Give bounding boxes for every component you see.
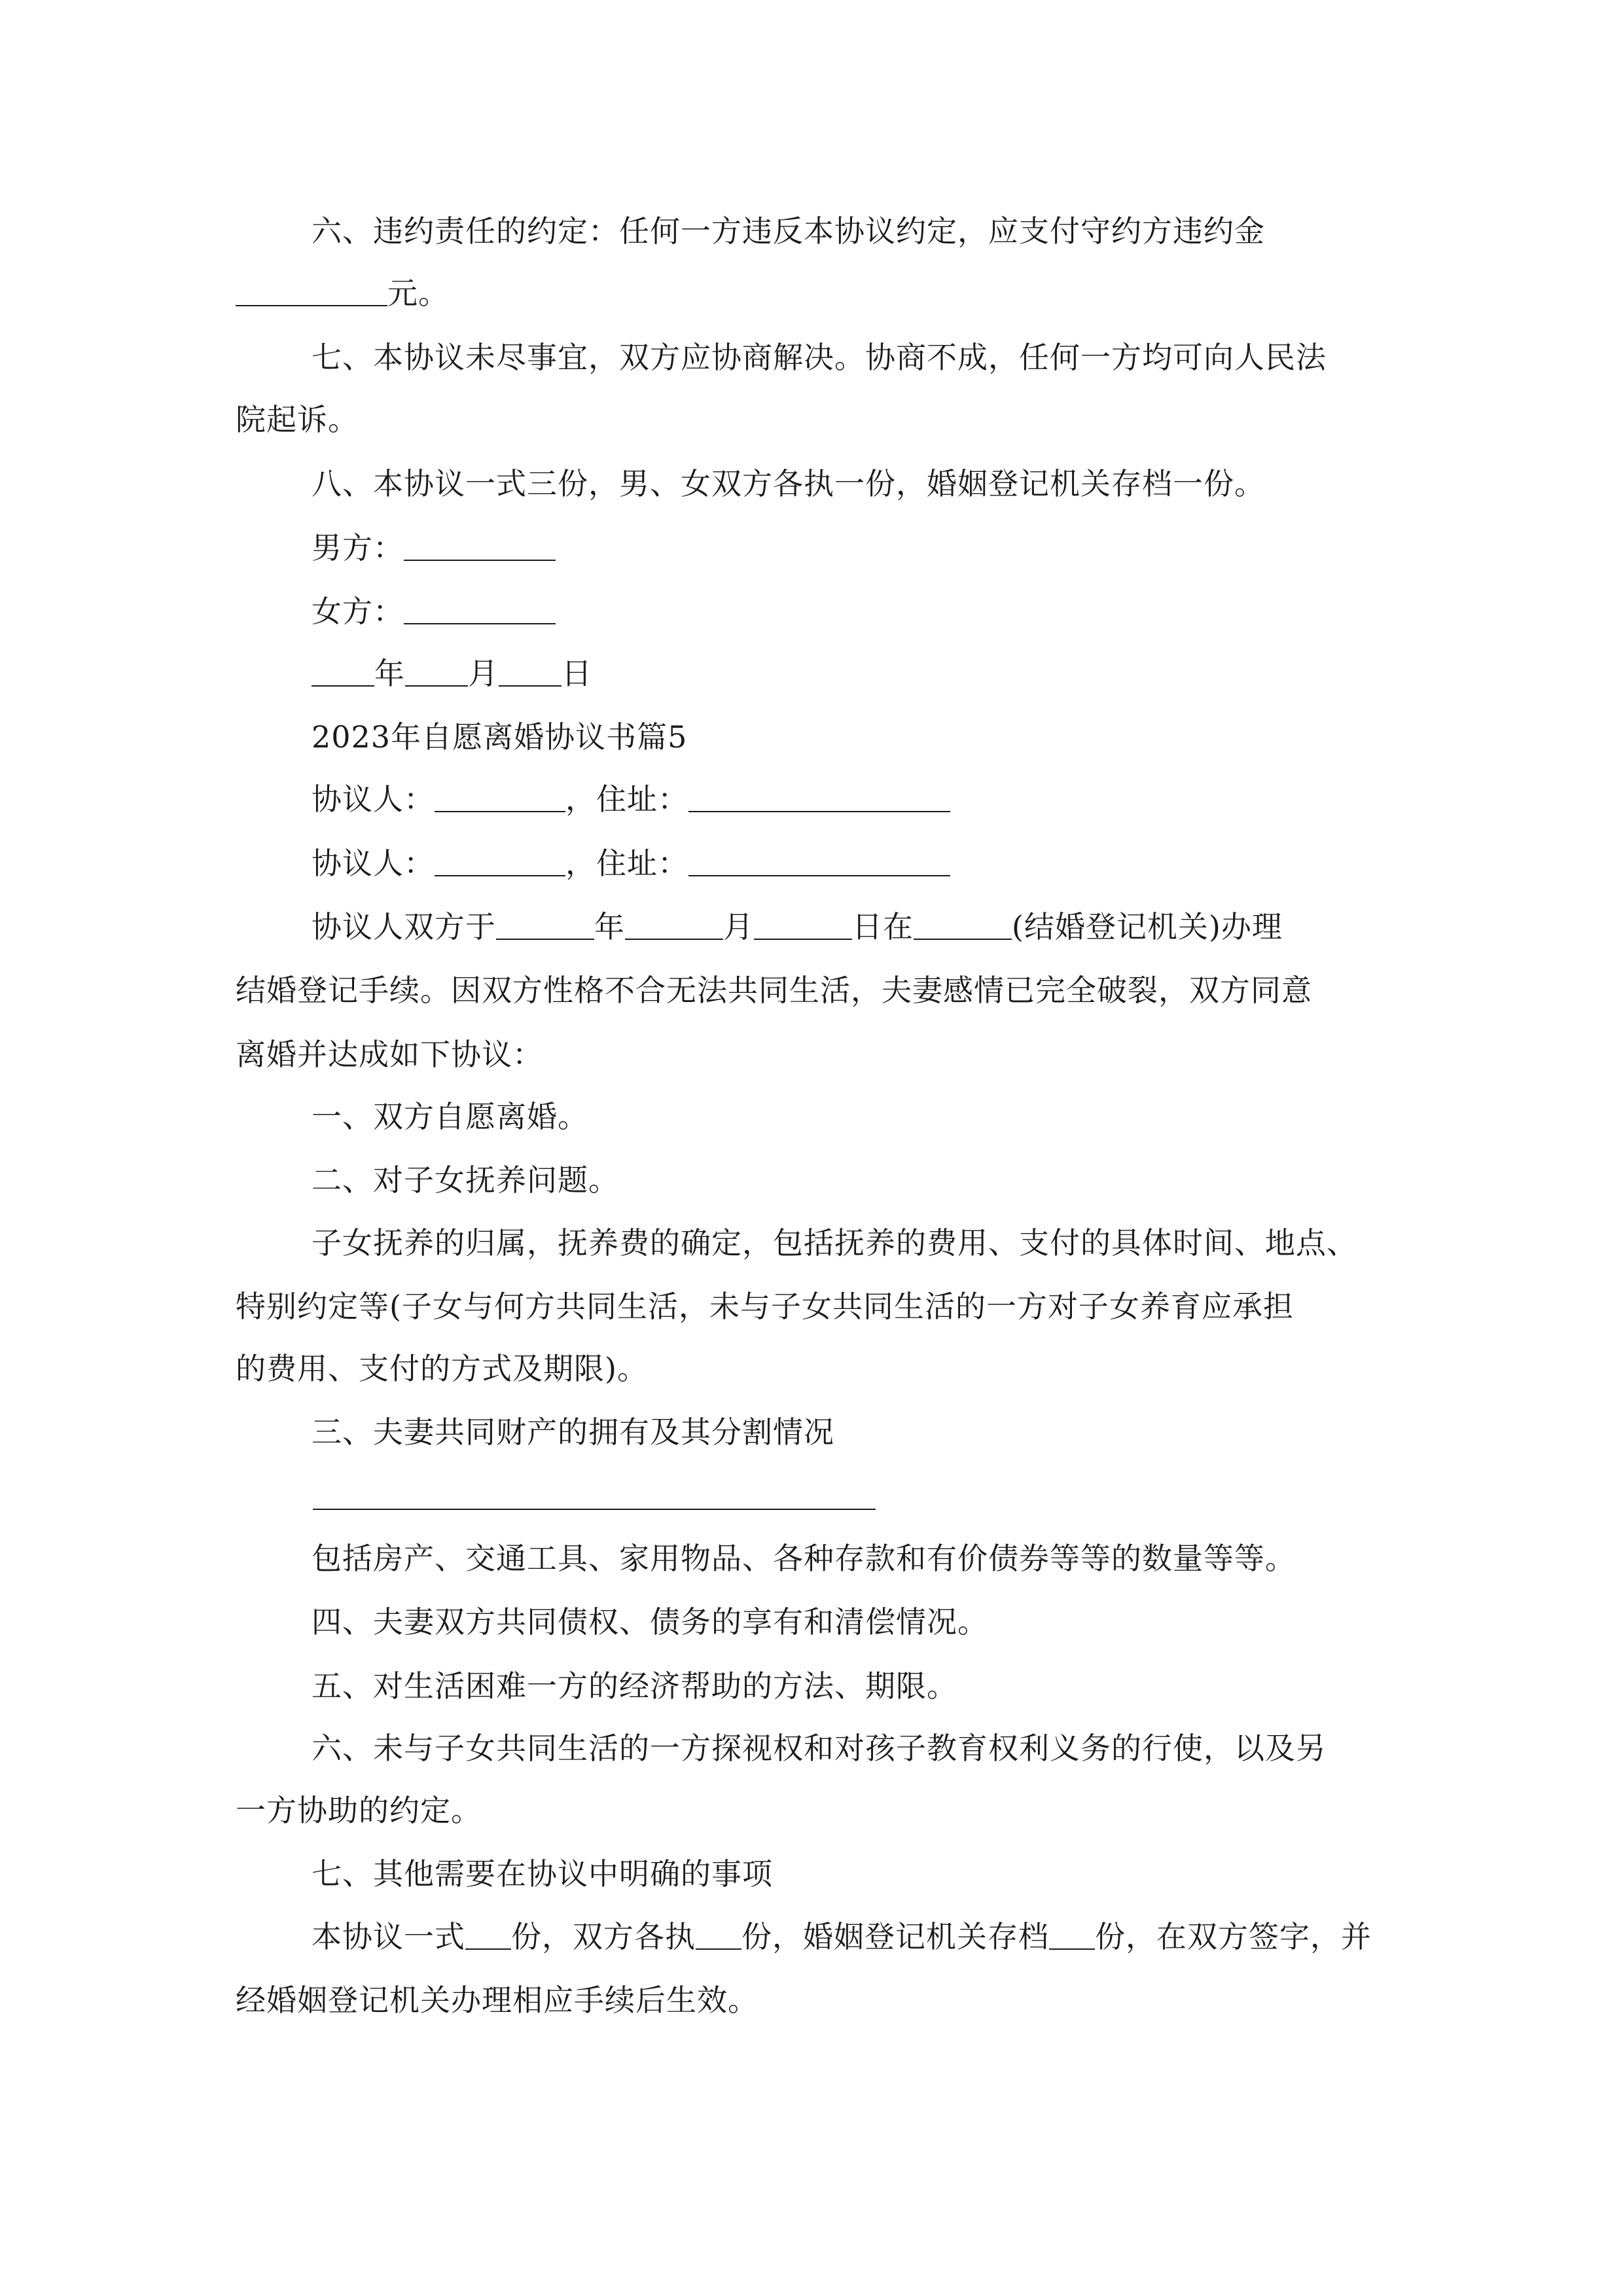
party-1-address-blank[interactable] xyxy=(688,785,950,812)
male-label: 男方： xyxy=(312,530,404,565)
date-day-blank[interactable] xyxy=(499,659,562,687)
property-details-blank[interactable] xyxy=(313,1509,876,1510)
party-2-label: 协议人： xyxy=(312,846,435,881)
clause-6-unit: 元。 xyxy=(387,276,449,311)
marriage-year-blank[interactable] xyxy=(496,912,594,940)
closing-line-1 xyxy=(312,1916,1394,1957)
clause-7-text-end: 院起诉。 xyxy=(236,402,359,437)
date-month-blank[interactable] xyxy=(405,659,468,687)
date-year-blank[interactable] xyxy=(312,659,374,687)
closing-text-3: 份，婚姻登记机关存档 xyxy=(741,1919,1049,1954)
intro-line-3 xyxy=(236,1034,1394,1075)
clause-6-line-2 xyxy=(236,273,1394,314)
intro-prefix: 协议人双方于 xyxy=(312,909,496,944)
female-signature-line xyxy=(312,591,1394,632)
intro-text-2: 结婚登记手续。因双方性格不合无法共同生活，夫妻感情已完全破裂，双方同意 xyxy=(236,973,1312,1008)
item-3-detail xyxy=(312,1538,1394,1579)
date-month-label: 月 xyxy=(468,656,499,691)
closing-text-5: 经婚姻登记机关办理相应手续后生效。 xyxy=(236,1982,758,2018)
party-1-line xyxy=(312,779,1394,819)
item-4-text: 四、夫妻双方共同债权、债务的享有和清偿情况。 xyxy=(312,1604,988,1640)
item-2-detail-text-1: 子女抚养的归属，抚养费的确定，包括抚养的费用、支付的具体时间、地点、 xyxy=(312,1225,1357,1261)
item-6-line-1 xyxy=(312,1728,1394,1768)
item-2-detail-line-3 xyxy=(236,1348,1394,1389)
closing-text-1: 本协议一式 xyxy=(312,1919,465,1954)
intro-line-2 xyxy=(236,970,1394,1011)
clause-8-text: 八、本协议一式三份，男、女双方各执一份，婚姻登记机关存档一份。 xyxy=(312,466,1265,501)
item-6-line-2 xyxy=(236,1790,1394,1831)
item-2-detail-line-1 xyxy=(312,1223,1394,1263)
item-7 xyxy=(312,1854,1394,1894)
item-7-text: 七、其他需要在协议中明确的事项 xyxy=(312,1856,773,1892)
clause-8 xyxy=(312,463,1394,504)
item-6-text-2: 一方协助的约定。 xyxy=(236,1793,482,1828)
item-2-detail-text-3: 的费用、支付的方式及期限)。 xyxy=(236,1351,648,1386)
party-2-name-blank[interactable] xyxy=(435,849,565,876)
marriage-month-blank[interactable] xyxy=(625,912,723,940)
date-year-label: 年 xyxy=(374,656,405,691)
intro-suffix: (结婚登记机关)办理 xyxy=(1012,909,1283,944)
marriage-day-blank[interactable] xyxy=(754,912,852,940)
intro-year-label: 年 xyxy=(594,909,625,944)
item-3-detail-text: 包括房产、交通工具、家用物品、各种存款和有价债券等等的数量等等。 xyxy=(312,1541,1296,1576)
copies-each-blank[interactable] xyxy=(696,1922,741,1950)
party-2-line xyxy=(312,843,1394,884)
clause-7-line-2 xyxy=(236,399,1394,440)
female-signature-blank[interactable] xyxy=(404,597,556,624)
male-signature-blank[interactable] xyxy=(404,533,556,561)
male-signature-line xyxy=(312,528,1394,568)
date-line xyxy=(312,653,1394,694)
party-2-address-blank[interactable] xyxy=(688,849,950,876)
item-1 xyxy=(312,1096,1394,1137)
item-2-detail-text-2: 特别约定等(子女与何方共同生活，未与子女共同生活的一方对子女养育应承担 xyxy=(236,1289,1294,1324)
registration-office-blank[interactable] xyxy=(914,912,1012,940)
female-label: 女方： xyxy=(312,594,404,629)
penalty-amount-blank[interactable] xyxy=(236,279,387,306)
clause-7-text: 七、本协议未尽事宜，双方应协商解决。协商不成，任何一方均可向人民法 xyxy=(312,340,1327,375)
item-4 xyxy=(312,1602,1394,1642)
closing-text-4: 份，在双方签字，并 xyxy=(1095,1919,1372,1954)
party-1-address-label: ，住址： xyxy=(565,781,688,817)
item-3-text: 三、夫妻共同财产的拥有及其分割情况 xyxy=(312,1414,834,1450)
copies-total-blank[interactable] xyxy=(465,1922,511,1950)
date-day-label: 日 xyxy=(562,656,592,691)
intro-text-3: 离婚并达成如下协议： xyxy=(236,1037,543,1072)
item-6-text-1: 六、未与子女共同生活的一方探视权和对孩子教育权利义务的行使，以及另 xyxy=(312,1731,1327,1766)
intro-month-label: 月 xyxy=(723,909,754,944)
party-2-address-label: ，住址： xyxy=(565,846,688,881)
closing-line-2 xyxy=(236,1980,1394,2020)
intro-line-1 xyxy=(312,906,1394,947)
section-title xyxy=(312,717,1394,757)
item-2 xyxy=(312,1160,1394,1200)
closing-text-2: 份，双方各执 xyxy=(511,1919,696,1954)
section-title-text: 2023年自愿离婚协议书篇5 xyxy=(312,719,688,755)
clause-6-text: 六、违约责任的约定：任何一方违反本协议约定，应支付守约方违约金 xyxy=(312,213,1265,249)
intro-day-label: 日在 xyxy=(852,909,914,944)
party-1-label: 协议人： xyxy=(312,781,435,817)
party-1-name-blank[interactable] xyxy=(435,785,565,812)
item-2-detail-line-2 xyxy=(236,1286,1394,1327)
copies-archive-blank[interactable] xyxy=(1049,1922,1095,1950)
item-5 xyxy=(312,1666,1394,1706)
clause-6-line-1 xyxy=(312,211,1394,251)
item-1-text: 一、双方自愿离婚。 xyxy=(312,1099,588,1134)
clause-7-line-1 xyxy=(312,337,1394,378)
item-5-text: 五、对生活困难一方的经济帮助的方法、期限。 xyxy=(312,1668,957,1704)
item-2-text: 二、对子女抚养问题。 xyxy=(312,1162,619,1198)
item-3 xyxy=(312,1412,1394,1452)
